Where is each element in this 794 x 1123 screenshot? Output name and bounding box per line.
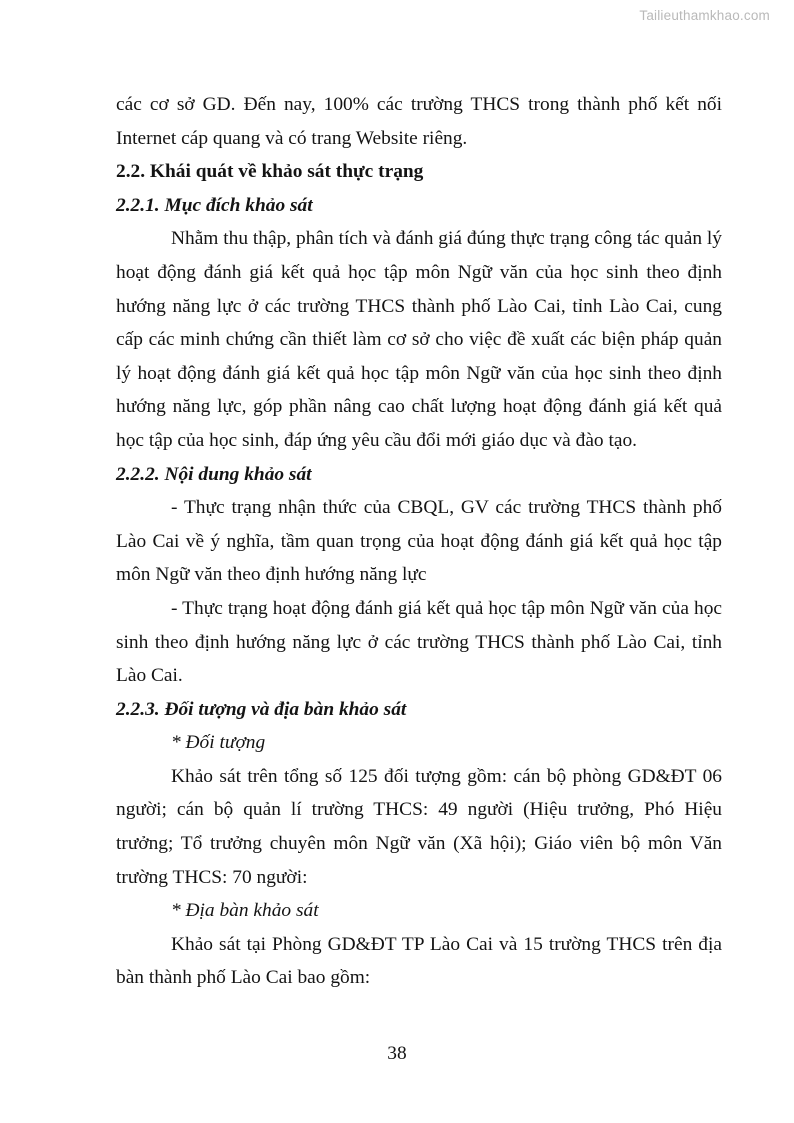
page-body (116, 88, 722, 995)
heading-2-2: 2.2. Khái quát về khảo sát thực trạng (116, 161, 424, 183)
heading-2-2-1: 2.2.1. Mục đích khảo sát (116, 194, 313, 216)
heading-2-2-3: 2.2.3. Đối tượng và địa bàn khảo sát (116, 698, 407, 720)
watermark-text: Tailieuthamkhao.com (639, 8, 770, 23)
heading-2-2-2: 2.2.2. Nội dung khảo sát (116, 463, 312, 485)
content-item-2: - Thực trạng hoạt động đánh giá kết quả học tập môn Ngữ văn của học sinh theo định hướng năng lực ở các trường THCS thành phố Lào Cai, tỉnh Lào Cai. (116, 597, 722, 687)
paragraph-subject: Khảo sát trên tổng số 125 đối tượng gồm: cán bộ phòng GD&ĐT 06 người; cán bộ quản lí trường THCS: 49 người (Hiệu trưởng, Phó Hiệu trưởng; Tổ trưởng chuyên môn Ngữ văn (Xã hội); Giáo viên bộ môn Văn trường THCS: 70 người: (116, 765, 722, 888)
paragraph-purpose: Nhằm thu thập, phân tích và đánh giá đúng thực trạng công tác quản lý hoạt động đánh giá kết quả học tập môn Ngữ văn của học sinh theo định hướng năng lực ở các trường THCS thành phố Lào Cai, tỉnh Lào Cai, cung cấp các minh chứng cần thiết làm cơ sở cho việc đề xuất các biện pháp quản lý hoạt động đánh giá kết quả học tập môn Ngữ văn của học sinh theo định hướng năng lực, góp phần nâng cao chất lượng hoạt động đánh giá kết quả học tập của học sinh, đáp ứng yêu cầu đổi mới giáo dục và đào tạo. (116, 228, 722, 451)
paragraph-continued: các cơ sở GD. Đến nay, 100% các trường THCS trong thành phố kết nối Internet cáp quang và có trang Website riêng. (116, 94, 722, 149)
star-subject-label: * Đối tượng (171, 732, 266, 754)
star-location-label: * Địa bàn khảo sát (171, 900, 319, 922)
page-number: 38 (387, 1043, 407, 1064)
paragraph-location: Khảo sát tại Phòng GD&ĐT TP Lào Cai và 15 trường THCS trên địa bàn thành phố Lào Cai bao gồm: (116, 933, 722, 989)
content-item-1: - Thực trạng nhận thức của CBQL, GV các trường THCS thành phố Lào Cai về ý nghĩa, tầm quan trọng của hoạt động đánh giá kết quả học tập môn Ngữ văn theo định hướng năng lực (116, 497, 722, 586)
